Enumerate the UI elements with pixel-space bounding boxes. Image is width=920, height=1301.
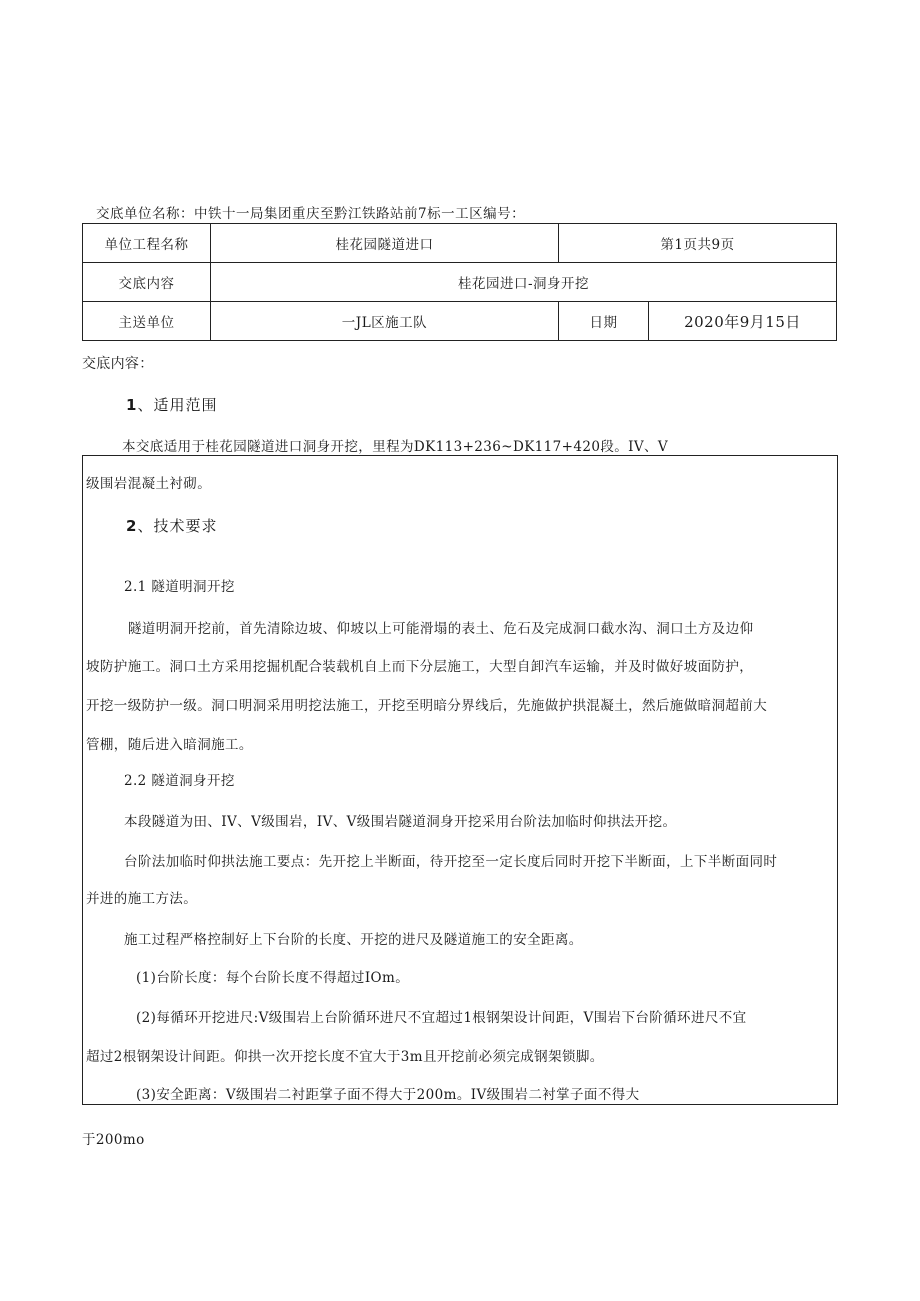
list-item-safety-line2: 于200mo	[82, 1132, 145, 1148]
paragraph-open-cut-line2: 坡防护施工。洞口土方采用挖掘机配合装载机自上而下分层施工，大型自卸汽车运输，并及时做好坡面防护，	[86, 659, 754, 675]
unit-header-line: 交底单位名称：中铁十一局集团重庆至黔江铁路站前7标一工区编号：	[96, 206, 526, 222]
unit-project-value: 桂花园隧道进口	[211, 224, 559, 263]
briefing-content-value: 桂花园进口-洞身开挖	[211, 263, 837, 302]
recipient-value: 一JL区施工队	[211, 302, 559, 341]
paragraph-tunnel-body-line1: 本段隧道为田、IV、V级围岩，IV、V级围岩隧道洞身开挖采用台阶法加临时仰拱法开挖。	[124, 814, 677, 830]
paragraph-tunnel-body-line4: 施工过程严格控制好上下台阶的长度、开挖的进尺及隧道施工的安全距离。	[124, 932, 583, 948]
list-item-advance-line1: (2)每循环开挖进尺:V级围岩上台阶循环进尺不宜超过1根钢架设计间距，V围岩下台阶循环进尺不宜	[136, 1010, 747, 1026]
content-intro-label: 交底内容：	[82, 356, 154, 372]
subsection-title-tunnel-body: 2.2 隧道洞身开挖	[124, 773, 235, 789]
date-label: 日期	[559, 302, 649, 341]
paragraph-scope-line1: 本交底适用于桂花园隧道进口洞身开挖，里程为DK113+236~DK117+420段。IV、V	[122, 439, 669, 455]
paragraph-open-cut-line1: 隧道明洞开挖前，首先清除边坡、仰坡以上可能滑塌的表土、危石及完成洞口截水沟、洞口土方及边仰	[128, 621, 754, 637]
page-indicator: 第1页共9页	[559, 224, 837, 263]
section-heading-requirements	[126, 515, 217, 536]
section-title: 、技术要求	[137, 517, 218, 535]
section-title: 、适用范围	[137, 396, 218, 414]
paragraph-tunnel-body-line3: 并进的施工方法。	[86, 891, 198, 907]
section-heading-scope	[126, 394, 217, 415]
info-table	[82, 223, 837, 341]
subsection-title-open-cut: 2.1 隧道明洞开挖	[124, 579, 235, 595]
paragraph-open-cut-line3: 开挖一级防护一级。洞口明洞采用明挖法施工，开挖至明暗分界线后，先施做护拱混凝土，然后施做暗洞超前大	[86, 698, 768, 714]
paragraph-open-cut-line4: 管棚，随后进入暗洞施工。	[86, 737, 253, 753]
section-number: 1	[126, 396, 138, 414]
recipient-label: 主送单位	[83, 302, 211, 341]
table-row	[83, 263, 837, 302]
paragraph-scope-line2: 级围岩混凝土衬砌。	[86, 476, 212, 492]
section-number: 2	[126, 517, 138, 535]
list-item-advance-line2: 超过2根钢架设计间距。仰拱一次开挖长度不宜大于3m且开挖前必须完成钢架锁脚。	[86, 1049, 604, 1065]
list-item-safety-line1: (3)安全距离：V级围岩二衬距掌子面不得大于200m。IV级围岩二衬掌子面不得大	[136, 1087, 640, 1103]
unit-project-label: 单位工程名称	[83, 224, 211, 263]
paragraph-tunnel-body-line2: 台阶法加临时仰拱法施工要点：先开挖上半断面，待开挖至一定长度后同时开挖下半断面，上下半断面同时	[124, 854, 778, 870]
table-row	[83, 302, 837, 341]
table-row	[83, 224, 837, 263]
briefing-content-label: 交底内容	[83, 263, 211, 302]
date-value: 2020年9月15日	[649, 302, 837, 341]
list-item-step-length: (1)台阶长度：每个台阶长度不得超过IOm。	[136, 970, 410, 986]
